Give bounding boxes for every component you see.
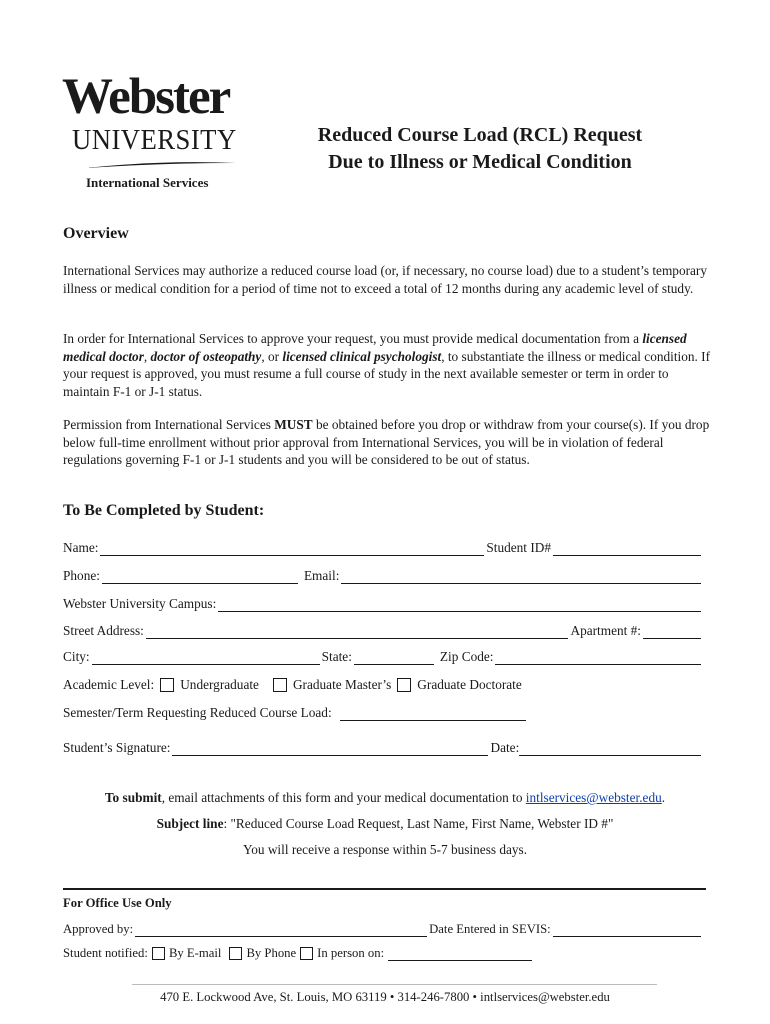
office-divider <box>63 888 706 890</box>
logo-university-wordmark: UNIVERSITY <box>72 124 237 156</box>
phone-label: Phone: <box>63 568 100 583</box>
in-person-label: In person on: <box>317 946 385 960</box>
undergraduate-label: Undergraduate <box>180 677 259 692</box>
name-field[interactable] <box>100 542 484 556</box>
city-label: City: <box>63 649 90 664</box>
approved-row <box>63 919 703 937</box>
street-field[interactable] <box>146 625 569 639</box>
student-section-heading: To Be Completed by Student: <box>63 502 265 519</box>
by-email-checkbox[interactable] <box>152 947 165 960</box>
city-state-zip-row <box>63 645 703 665</box>
street-label: Street Address: <box>63 623 144 638</box>
campus-label: Webster University Campus: <box>63 596 217 611</box>
student-id-field[interactable] <box>553 542 701 556</box>
date-sevis-label: Date Entered in SEVIS: <box>429 922 551 936</box>
email-label: Email: <box>303 568 340 583</box>
graduate-masters-checkbox[interactable] <box>273 678 287 692</box>
apartment-label: Apartment #: <box>570 623 641 638</box>
state-field[interactable] <box>354 651 434 665</box>
name-row <box>63 536 703 556</box>
student-notified-label: Student notified: <box>63 946 148 960</box>
zip-label: Zip Code: <box>439 649 494 664</box>
overview-heading: Overview <box>63 225 129 242</box>
email-field[interactable] <box>341 570 701 584</box>
phone-email-row <box>63 564 703 584</box>
academic-level-row <box>63 673 703 693</box>
by-email-label: By E-mail <box>168 946 222 960</box>
by-phone-checkbox[interactable] <box>229 947 242 960</box>
graduate-doctorate-checkbox[interactable] <box>397 678 411 692</box>
semester-label: Semester/Term Requesting Reduced Course Load: <box>63 705 332 720</box>
apartment-field[interactable] <box>643 625 701 639</box>
state-label: State: <box>321 649 352 664</box>
semester-field[interactable] <box>340 707 526 721</box>
footer-contact: 470 E. Lockwood Ave, St. Louis, MO 63119 • 314-246-7800 • intlservices@webster.edu <box>160 990 610 1004</box>
academic-level-label: Academic Level: <box>63 677 155 692</box>
submit-instructions: To submit, email attachments of this form and your medical documentation to intlservices@webster.edu. <box>104 790 666 805</box>
semester-row <box>63 701 703 721</box>
approved-by-field[interactable] <box>135 923 427 937</box>
city-field[interactable] <box>92 651 320 665</box>
campus-field[interactable] <box>218 598 701 612</box>
by-phone-label: By Phone <box>246 946 297 960</box>
student-id-label: Student ID# <box>486 540 551 555</box>
office-heading: For Office Use Only <box>63 896 172 910</box>
overview-paragraph-3: Permission from International Services MUST be obtained before you drop or withdraw from your course(s). If you drop below full-time enrollment without prior approval from International Services, you will be in violation of federal regulations governing F-1 or J-1 students and you will be considered to be out of status. <box>63 417 710 467</box>
address-row <box>63 619 703 639</box>
phone-field[interactable] <box>102 570 298 584</box>
name-label: Name: <box>63 540 99 555</box>
notified-row <box>63 943 703 961</box>
department-name: International Services <box>86 175 209 190</box>
signature-row <box>63 736 703 756</box>
signature-field[interactable] <box>172 742 488 756</box>
form-title: Reduced Course Load (RCL) Request Due to Illness or Medical Condition <box>317 124 643 173</box>
in-person-date-field[interactable] <box>388 947 532 961</box>
zip-field[interactable] <box>495 651 701 665</box>
logo-webster-wordmark: Webster <box>62 69 230 125</box>
subject-line: Subject line: "Reduced Course Load Request, Last Name, First Name, Webster ID #" <box>156 816 614 831</box>
graduate-doctorate-label: Graduate Doctorate <box>417 677 522 692</box>
signature-label: Student’s Signature: <box>63 740 171 755</box>
overview-paragraph-1: International Services may authorize a reduced course load (or, if necessary, no course load) due to a student’s temporary illness or medical condition for a period of time not to exceed a total of 12 months during any academic level of study. <box>63 263 707 296</box>
footer-divider <box>132 984 657 985</box>
date-sevis-field[interactable] <box>553 923 701 937</box>
submit-email-link[interactable]: intlservices@webster.edu <box>525 790 662 805</box>
logo-swoosh <box>86 160 236 170</box>
approved-by-label: Approved by: <box>63 922 134 936</box>
date-label: Date: <box>490 740 520 755</box>
undergraduate-checkbox[interactable] <box>160 678 174 692</box>
graduate-masters-label: Graduate Master’s <box>292 677 392 692</box>
campus-row <box>63 592 703 612</box>
date-field[interactable] <box>519 742 701 756</box>
overview-paragraph-2: In order for International Services to approve your request, you must provide medical documentation from a licensed medical doctor, doctor of osteopathy, or licensed clinical psychologist, to substantiate the illness or medical condition. If your request is approved, you must resume a full course of study in the next available semester or term in order to maintain F-1 or J-1 status. <box>63 331 711 399</box>
in-person-checkbox[interactable] <box>300 947 313 960</box>
response-time: You will receive a response within 5-7 business days. <box>242 842 528 857</box>
